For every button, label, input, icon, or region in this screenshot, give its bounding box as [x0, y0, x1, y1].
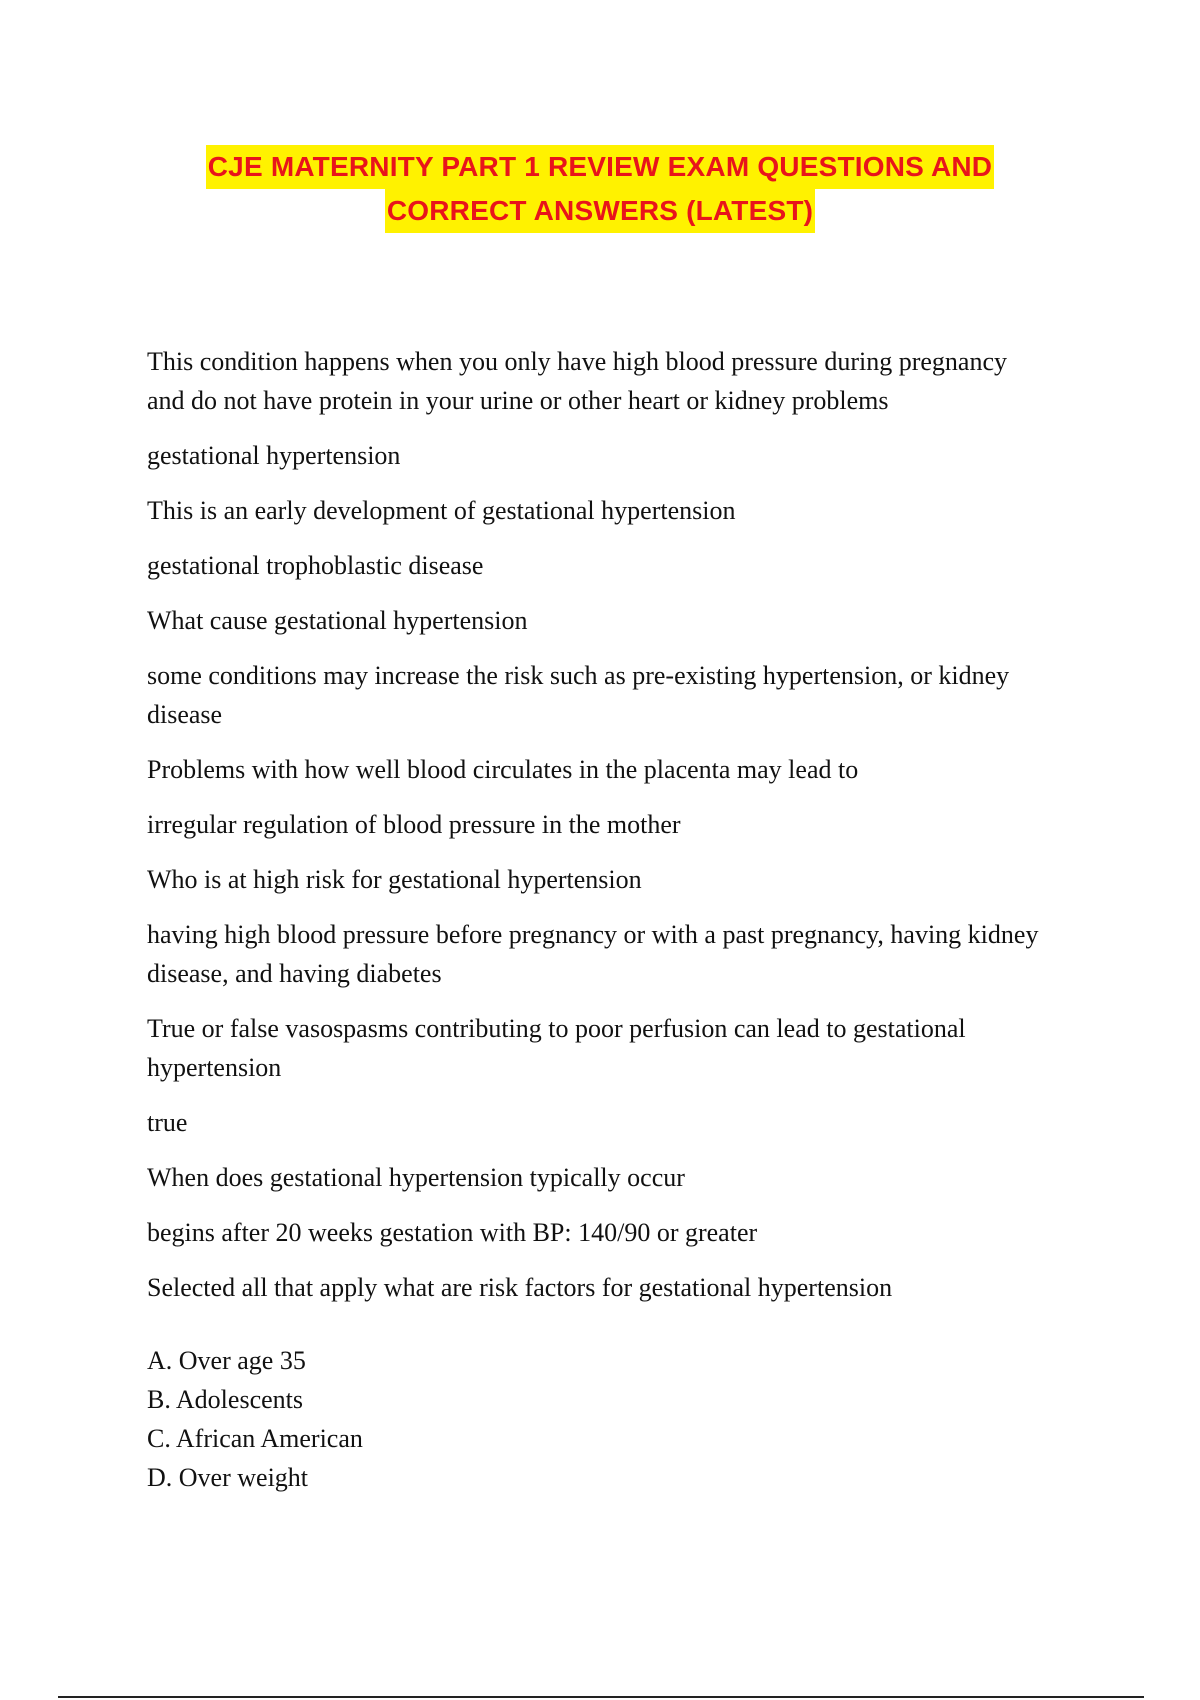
document-body [147, 342, 1047, 1497]
answer-options-list [147, 1341, 1047, 1497]
question-text: What cause gestational hypertension [147, 606, 528, 635]
document-title [0, 145, 1200, 233]
question-text: Problems with how well blood circulates in the placenta may lead to [147, 755, 859, 784]
answer-text: irregular regulation of blood pressure in the mother [147, 810, 681, 839]
option-b: B. Adolescents [147, 1385, 303, 1414]
answer-text: having high blood pressure before pregnancy or with a past pregnancy, having kidney disease, and having diabetes [147, 920, 1039, 988]
option-a: A. Over age 35 [147, 1346, 306, 1375]
question-text: When does gestational hypertension typically occur [147, 1163, 685, 1192]
question-text: This is an early development of gestational hypertension [147, 496, 736, 525]
answer-text: gestational hypertension [147, 441, 401, 470]
option-c: C. African American [147, 1424, 363, 1453]
option-d: D. Over weight [147, 1463, 309, 1492]
title-line-1: CJE MATERNITY PART 1 REVIEW EXAM QUESTIONS AND [206, 145, 994, 189]
footer-divider [58, 1696, 1144, 1698]
question-text: True or false vasospasms contributing to poor perfusion can lead to gestational hypertension [147, 1014, 966, 1082]
title-line-2: CORRECT ANSWERS (LATEST) [385, 189, 815, 233]
answer-text: gestational trophoblastic disease [147, 551, 484, 580]
question-text: Who is at high risk for gestational hypertension [147, 865, 642, 894]
answer-text: true [147, 1108, 188, 1137]
answer-text: begins after 20 weeks gestation with BP: 140/90 or greater [147, 1218, 758, 1247]
answer-text: some conditions may increase the risk such as pre-existing hypertension, or kidney disease [147, 661, 1010, 729]
question-text: This condition happens when you only have high blood pressure during pregnancy and do not have protein in your urine or other heart or kidney problems [147, 347, 1007, 415]
question-text: Selected all that apply what are risk factors for gestational hypertension [147, 1273, 893, 1302]
